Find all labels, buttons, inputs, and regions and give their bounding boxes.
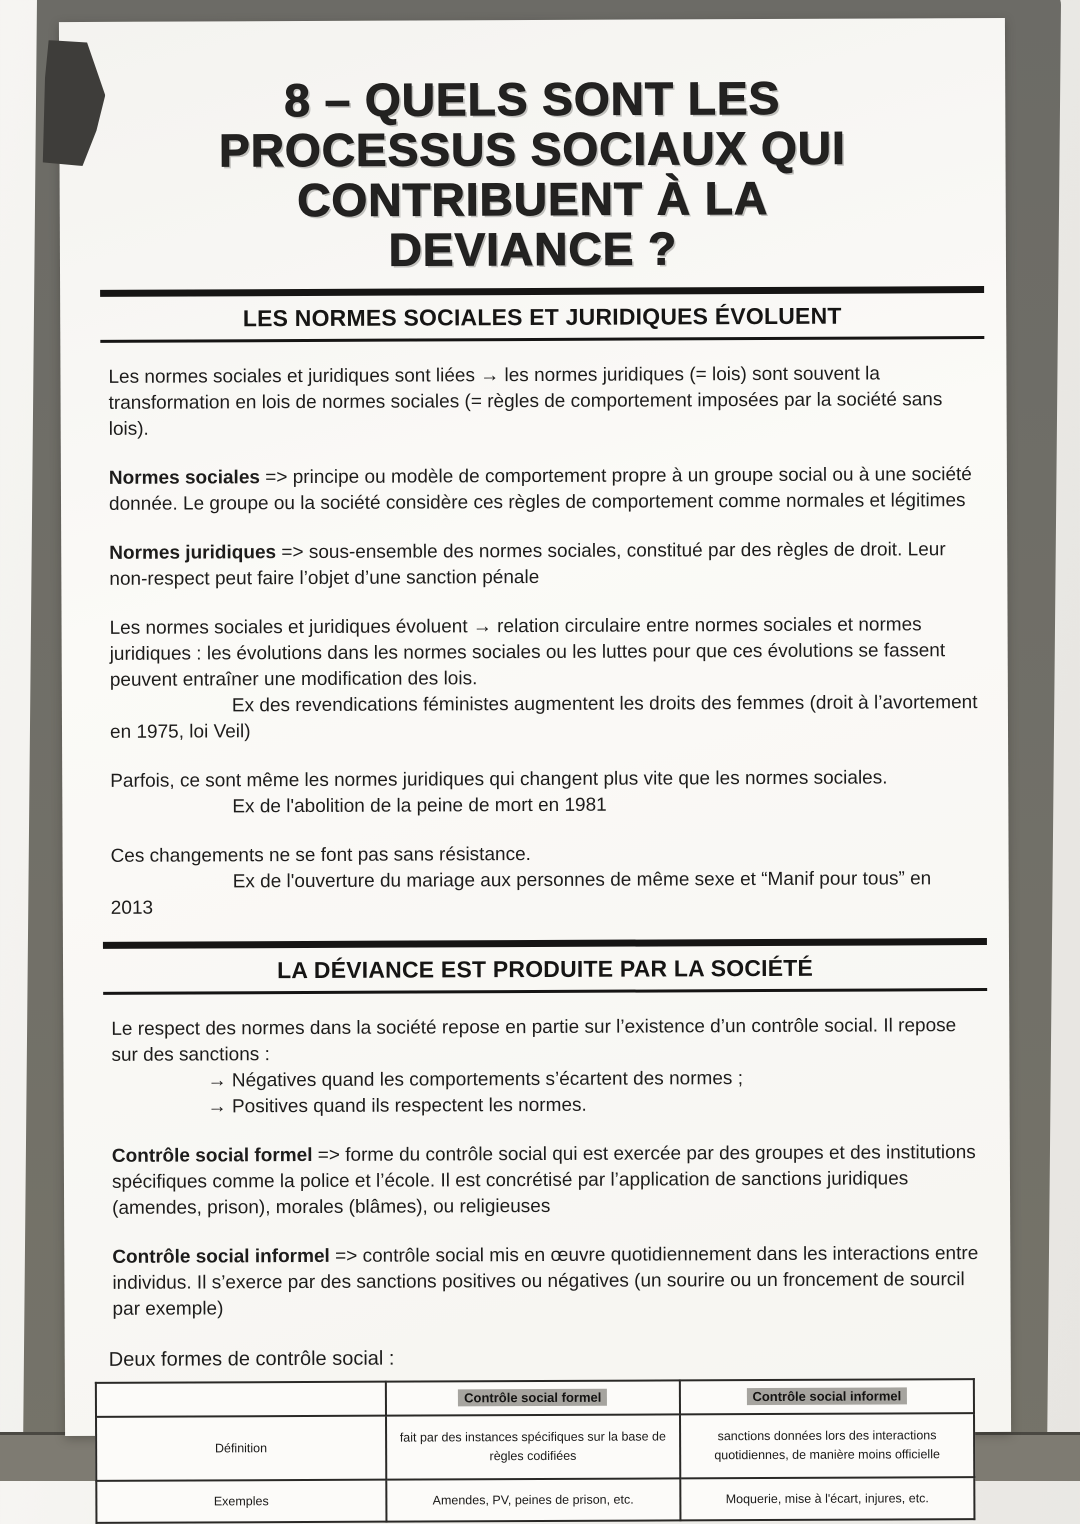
paragraph-normes-juridiques xyxy=(109,537,977,593)
section-heading-normes-evoluent xyxy=(100,286,984,343)
example-feministes: Ex des revendications féministes augmentent les droits des femmes (droit à l’avortement en 1975, loi Veil) xyxy=(109,692,978,743)
paragraph-resistance xyxy=(111,840,979,922)
paragraph-normes-liees: Les normes sociales et juridiques sont liées → les normes juridiques (= lois) sont souvent la transformation en lois de normes sociales (= règles de comportement imposées par la société sans lois). xyxy=(108,363,943,440)
table-row-exemples xyxy=(96,1477,974,1523)
row-label-definition: Définition xyxy=(96,1416,386,1481)
paragraph-parfois xyxy=(110,765,978,821)
table-header-informel xyxy=(680,1379,974,1414)
paragraph-controle-formel xyxy=(112,1140,980,1222)
section-deviance-body xyxy=(63,991,1010,1323)
table-header-formel xyxy=(386,1380,680,1415)
paragraph-controle-informel xyxy=(112,1241,980,1323)
definition-normes-sociales: => principe ou modèle de comportement propre à un groupe social ou à une société donnée. Le groupe ou la société considère ces règles de comportement comme normales et légitimes xyxy=(108,464,972,515)
document-page xyxy=(59,18,1011,1509)
paragraph-controle-social-text: Le respect des normes dans la société repose en partie sur l’existence d’un contrôle social. Il repose sur des sanctions : xyxy=(111,1015,957,1066)
table-header-informel-label: Contrôle social informel xyxy=(746,1388,907,1406)
table-header-row xyxy=(96,1379,974,1417)
row-label-exemples: Exemples xyxy=(96,1480,386,1523)
term-controle-formel: Contrôle social formel xyxy=(111,1144,313,1167)
table-intro-line: Deux formes de contrôle social : xyxy=(108,1347,395,1371)
page-title-line: 8 – QUELS SONT LES xyxy=(284,71,781,127)
definition-controle-informel: => contrôle social mis en œuvre quotidiennement dans les interactions entre individus. Il s’exerce par des sanctions positives ou négatives (un sourire ou un froncement de sourcil par exemple) xyxy=(112,1243,979,1320)
cell-definition-formel: fait par des instances spécifiques sur la base de règles codifiées xyxy=(386,1414,680,1479)
page-title xyxy=(119,72,946,276)
term-normes-sociales: Normes sociales xyxy=(108,467,260,489)
definition-controle-formel: => forme du contrôle social qui est exercée par des groupes et des institutions spécifiques comme la police et l’école. Il est concrétisé par l’application de sanctions juridiques (amendes, prison), morales (blâmes), ou religieuses xyxy=(111,1142,976,1219)
cell-definition-informel: sanctions données lors des interactions quotidiennes, de manière moins officielle xyxy=(680,1413,974,1478)
section-heading-deviance xyxy=(103,938,987,995)
sanction-negative-line: → Négatives quand les comportements s’écartent des normes ; xyxy=(207,1068,744,1092)
example-peine-de-mort: Ex de l'abolition de la peine de mort en 1981 xyxy=(232,794,607,818)
section-heading-text: LA DÉVIANCE EST PRODUITE PAR LA SOCIÉTÉ xyxy=(277,954,814,984)
paragraph-evolution xyxy=(110,612,979,746)
term-normes-juridiques: Normes juridiques xyxy=(109,542,277,564)
controle-social-table xyxy=(95,1378,976,1524)
page-title-line: CONTRIBUENT À LA xyxy=(297,171,769,227)
definition-normes-juridiques: => sous-ensemble des normes sociales, constitué par des règles de droit. Leur non-respect peut faire l’objet d’une sanction pénale xyxy=(109,539,946,590)
dark-corner-tab xyxy=(41,40,106,166)
paragraph-resistance-text: Ces changements ne se font pas sans résistance. xyxy=(110,844,531,867)
cell-exemples-formel: Amendes, PV, peines de prison, etc. xyxy=(386,1478,680,1521)
table-header-formel-label: Contrôle social formel xyxy=(458,1389,607,1407)
term-controle-informel: Contrôle social informel xyxy=(112,1245,330,1268)
cell-exemples-informel: Moquerie, mise à l'écart, injures, etc. xyxy=(680,1477,974,1520)
section-normes-body xyxy=(60,339,1009,922)
page-title-line: PROCESSUS SOCIAUX QUI xyxy=(218,121,846,177)
paragraph-normes-sociales xyxy=(109,462,977,518)
page-title-line: DEVIANCE ? xyxy=(388,222,678,276)
table-header-blank-cell xyxy=(96,1382,386,1417)
sanction-positive-line: → Positives quand ils respectent les normes. xyxy=(207,1094,587,1118)
paragraph-evolution-text: Les normes sociales et juridiques évoluent → relation circulaire entre normes sociales et normes juridiques : les évolutions dans les normes sociales ou les luttes pour que ces évolutions se fassent peuvent entraîner une modification des lois. xyxy=(109,614,946,691)
paragraph-controle-social xyxy=(111,1013,979,1121)
paragraph-parfois-text: Parfois, ce sont même les normes juridiques qui changent plus vite que les normes sociales. xyxy=(110,767,888,792)
example-mariage: Ex de l'ouverture du mariage aux personnes de même sexe et “Manif pour tous” en 2013 xyxy=(110,868,932,919)
table-row-definition xyxy=(96,1413,974,1481)
section-heading-text: LES NORMES SOCIALES ET JURIDIQUES ÉVOLUENT xyxy=(242,302,842,332)
